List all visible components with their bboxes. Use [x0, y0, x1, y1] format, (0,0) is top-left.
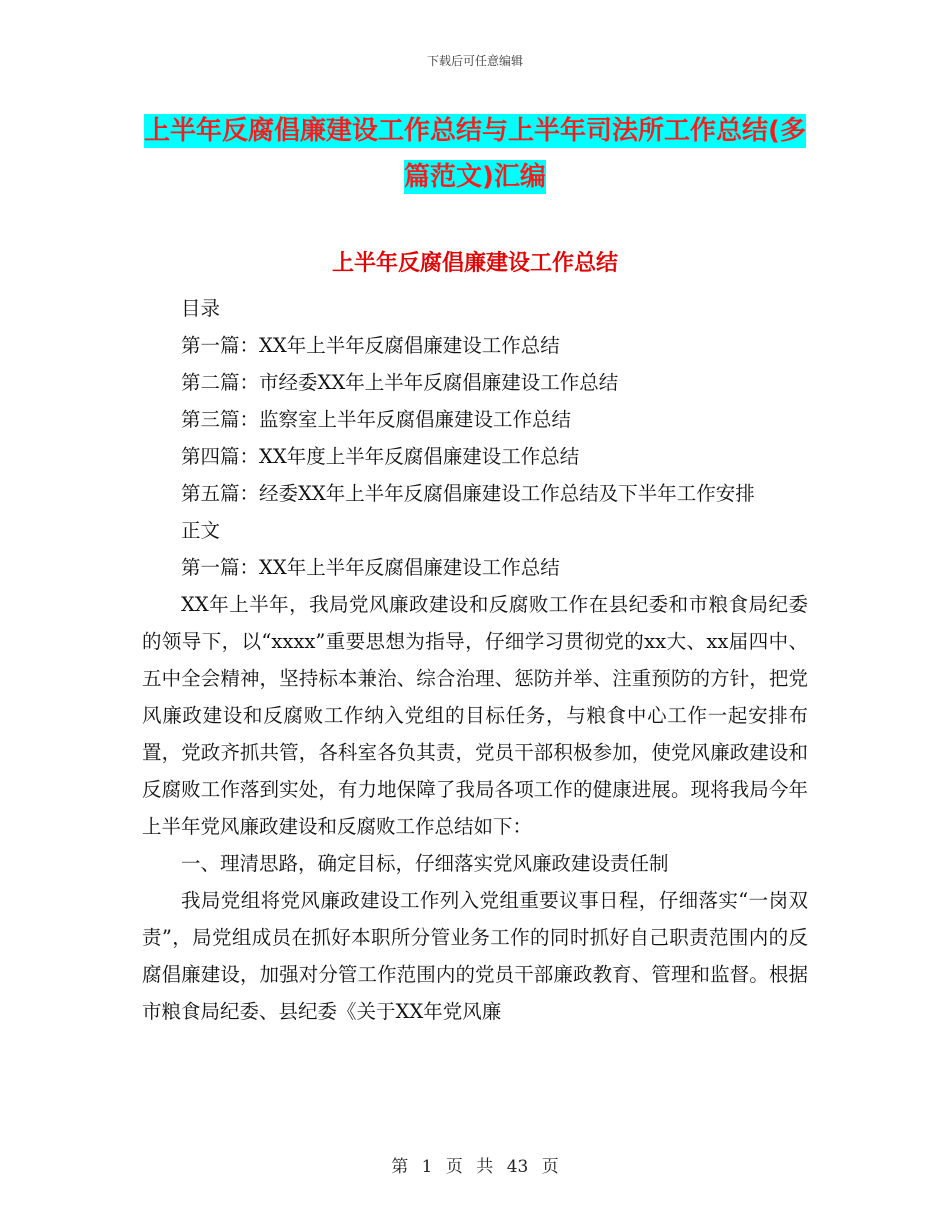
page-number: 第 1 页 共 43 页	[391, 1157, 559, 1177]
toc-item-2: 第二篇：市经委XX年上半年反腐倡廉建设工作总结	[181, 371, 619, 394]
body-paragraph: 我局党组将党风廉政建设工作列入党组重要议事日程，仔细落实“一岗双责”，局党组成员在抓好本职所分管业务工作的同时抓好自己职责范围内的反腐倡廉建设，加强对分管工作范围内的党员干部廉政教育、管理和监督。根据市粮食局纪委、县纪委《关于XX年党风廉	[142, 889, 808, 1023]
toc-item-4: 第四篇：XX年度上半年反腐倡廉建设工作总结	[181, 445, 580, 468]
chapter-heading: 第一篇：XX年上半年反腐倡廉建设工作总结	[181, 556, 560, 579]
body-heading: 正文	[181, 519, 221, 542]
toc-item-1: 第一篇：XX年上半年反腐倡廉建设工作总结	[181, 334, 560, 357]
document-title-text: 上半年反腐倡廉建设工作总结与上半年司法所工作总结(多篇范文)汇编	[144, 116, 806, 192]
body-paragraph: XX年上半年，我局党风廉政建设和反腐败工作在县纪委和市粮食局纪委的领导下，以“xxxx”重要思想为指导，仔细学习贯彻党的xx大、xx届四中、五中全会精神，坚持标本兼治、综合治理、惩防并举、注重预防的方针，把党风廉政建设和反腐败工作纳入党组的目标任务，与粮食中心工作一起安排布置，党政齐抓共管，各科室各负其责，党员干部积极参加，使党风廉政建设和反腐败工作落到实处，有力地保障了我局各项工作的健康进展。现将我局今年上半年党风廉政建设和反腐败工作总结如下：	[142, 593, 808, 838]
subsection-heading: 一、理清思路，确定目标，仔细落实党风廉政建设责任制	[181, 852, 669, 875]
header-note: 下载后可任意编辑	[426, 54, 523, 68]
section-title: 上半年反腐倡廉建设工作总结	[331, 251, 618, 276]
document-body	[142, 290, 808, 1030]
toc-item-5: 第五篇：经委XX年上半年反腐倡廉建设工作总结及下半年工作安排	[181, 482, 755, 505]
toc-heading: 目录	[181, 297, 221, 320]
document-title	[140, 108, 810, 200]
toc-item-3: 第三篇：监察室上半年反腐倡廉建设工作总结	[181, 408, 572, 431]
